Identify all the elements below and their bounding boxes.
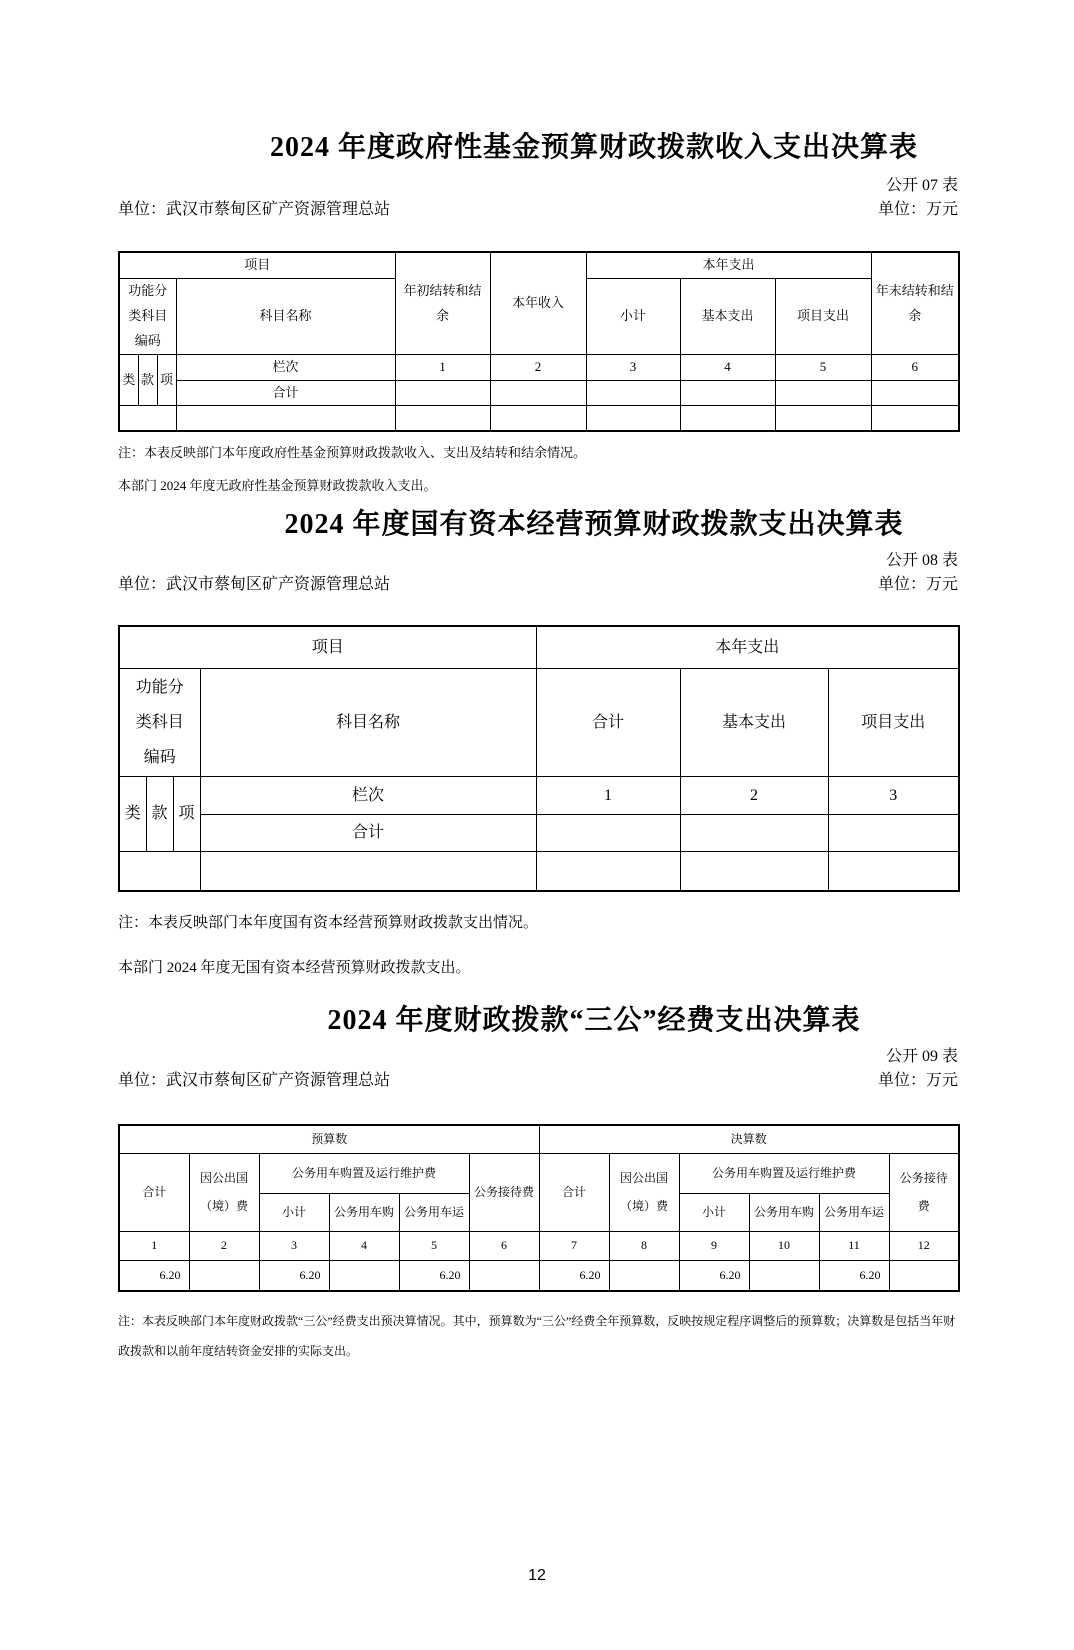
table08-note-1: 注：本表反映部门本年度国有资本经营预算财政拨款支出情况。 — [118, 915, 539, 932]
th-vehicle-budget: 公务用车购置及运行维护费 — [259, 1154, 469, 1194]
table08-note-2: 本部门 2024 年度无国有资本经营预算财政拨款支出。 — [118, 959, 471, 976]
th-reception-final: 公务接待费 — [889, 1154, 959, 1232]
th-item: 项 — [173, 776, 200, 851]
th-abroad-budget: 因公出国（境）费 — [189, 1154, 259, 1232]
col-num: 1 — [119, 1232, 189, 1261]
unit-currency-09: 单位：万元 — [877, 1071, 958, 1089]
col-num: 2 — [680, 776, 828, 814]
empty-cell — [680, 380, 775, 406]
empty-cell — [490, 406, 586, 431]
unit-org-09: 单位：武汉市蔡甸区矿产资源管理总站 — [118, 1071, 391, 1089]
col-num: 12 — [889, 1232, 959, 1261]
page-title-08: 2024 年度国有资本经营预算财政拨款支出决算表 — [284, 509, 904, 541]
th-year-expense: 本年支出 — [586, 252, 871, 278]
empty-cell — [828, 814, 959, 851]
table07-note-2: 本部门 2024 年度无政府性基金预算财政拨款收入支出。 — [118, 477, 437, 493]
col-num: 2 — [490, 354, 586, 380]
gov-fund-budget-table — [118, 251, 960, 432]
value-cell — [749, 1260, 819, 1291]
th-vehicle-operate-final: 公务用车运 — [819, 1194, 889, 1232]
col-num: 2 — [189, 1232, 259, 1261]
th-project: 项目 — [119, 626, 536, 668]
state-capital-budget-table — [118, 625, 960, 892]
th-total-budget: 合计 — [119, 1154, 189, 1232]
page-title-09: 2024 年度财政拨款“三公”经费支出决算表 — [327, 1005, 861, 1037]
value-cell: 6.20 — [679, 1260, 749, 1291]
empty-cell — [680, 814, 828, 851]
col-num: 9 — [679, 1232, 749, 1261]
col-num: 3 — [586, 354, 680, 380]
empty-cell — [536, 851, 680, 891]
th-subject-name: 科目名称 — [200, 668, 536, 776]
th-class: 类 — [119, 354, 138, 405]
empty-cell — [119, 406, 176, 431]
section-state-capital-budget — [118, 507, 958, 979]
th-project-expense: 项目支出 — [775, 278, 871, 354]
th-reception-budget: 公务接待费 — [469, 1154, 539, 1232]
col-num: 5 — [775, 354, 871, 380]
empty-cell — [586, 380, 680, 406]
col-num: 4 — [329, 1232, 399, 1261]
th-section: 款 — [138, 354, 157, 405]
section-gov-fund-budget — [118, 130, 958, 495]
th-begin-balance: 年初结转和结余 — [395, 252, 490, 354]
value-cell: 6.20 — [539, 1260, 609, 1291]
th-vehicle-final: 公务用车购置及运行维护费 — [679, 1154, 889, 1194]
th-budget-figures: 预算数 — [119, 1125, 539, 1154]
col-num: 8 — [609, 1232, 679, 1261]
empty-cell — [586, 406, 680, 431]
th-section: 款 — [146, 776, 173, 851]
value-cell: 6.20 — [819, 1260, 889, 1291]
th-abroad-final: 因公出国（境）费 — [609, 1154, 679, 1232]
col-num: 3 — [828, 776, 959, 814]
empty-cell — [176, 406, 395, 431]
col-num: 11 — [819, 1232, 889, 1261]
th-basic-expense: 基本支出 — [680, 668, 828, 776]
page-title-07: 2024 年度政府性基金预算财政拨款收入支出决算表 — [269, 132, 918, 163]
value-cell — [889, 1260, 959, 1291]
unit-org-07: 单位：武汉市蔡甸区矿产资源管理总站 — [118, 200, 391, 218]
empty-cell — [775, 380, 871, 406]
col-num: 1 — [395, 354, 490, 380]
th-total: 合计 — [536, 668, 680, 776]
section-three-public-expenses — [118, 1003, 958, 1366]
unit-currency-07: 单位：万元 — [877, 200, 958, 218]
value-cell — [609, 1260, 679, 1291]
table09-note: 注：本表反映部门本年度财政拨款“三公”经费支出预决算情况。其中，预算数为“三公”经费全年预算数，反映按规定程序调整后的预算数；决算数是包括当年财政拨款和以前年度结转资金安排的实际支出。 — [118, 1314, 956, 1359]
col-num: 1 — [536, 776, 680, 814]
table07-note-1: 注：本表反映部门本年度政府性基金预算财政拨款收入、支出及结转和结余情况。 — [118, 444, 587, 460]
value-cell — [189, 1260, 259, 1291]
th-vehicle-subtotal-final: 小计 — [679, 1194, 749, 1232]
col-num: 4 — [680, 354, 775, 380]
th-end-balance: 年末结转和结余 — [871, 252, 959, 354]
th-project-expense: 项目支出 — [828, 668, 959, 776]
value-cell — [469, 1260, 539, 1291]
empty-cell — [680, 406, 775, 431]
th-year-expense: 本年支出 — [536, 626, 959, 668]
th-vehicle-purchase-budget: 公务用车购 — [329, 1194, 399, 1232]
empty-cell — [119, 851, 200, 891]
th-subject-name: 科目名称 — [176, 278, 395, 354]
row-total-label: 合计 — [200, 814, 536, 851]
col-num: 5 — [399, 1232, 469, 1261]
th-vehicle-purchase-final: 公务用车购 — [749, 1194, 819, 1232]
empty-cell — [395, 380, 490, 406]
th-basic-expense: 基本支出 — [680, 278, 775, 354]
th-final-figures: 决算数 — [539, 1125, 959, 1154]
value-cell: 6.20 — [399, 1260, 469, 1291]
empty-cell — [871, 380, 959, 406]
th-year-income: 本年收入 — [490, 252, 586, 354]
col-num: 10 — [749, 1232, 819, 1261]
value-cell — [329, 1260, 399, 1291]
empty-cell — [775, 406, 871, 431]
empty-cell — [828, 851, 959, 891]
value-cell: 6.20 — [259, 1260, 329, 1291]
value-cell: 6.20 — [119, 1260, 189, 1291]
empty-cell — [490, 380, 586, 406]
col-num: 6 — [871, 354, 959, 380]
th-vehicle-subtotal-budget: 小计 — [259, 1194, 329, 1232]
col-num: 6 — [469, 1232, 539, 1261]
document-page — [118, 130, 958, 1366]
empty-cell — [395, 406, 490, 431]
unit-org-08: 单位：武汉市蔡甸区矿产资源管理总站 — [118, 575, 391, 593]
th-func-code: 功能分类科目编码 — [119, 278, 176, 354]
row-total-label: 合计 — [176, 380, 395, 406]
th-column-label: 栏次 — [200, 776, 536, 814]
th-item: 项 — [157, 354, 176, 405]
th-class: 类 — [119, 776, 146, 851]
th-func-code: 功能分类科目编码 — [119, 668, 200, 776]
table-number-09: 公开 09 表 — [885, 1048, 958, 1066]
th-total-final: 合计 — [539, 1154, 609, 1232]
empty-cell — [680, 851, 828, 891]
empty-cell — [871, 406, 959, 431]
unit-currency-08: 单位：万元 — [877, 575, 958, 593]
table-number-08: 公开 08 表 — [885, 552, 958, 570]
page-number: 12 — [528, 1567, 546, 1584]
table-number-07: 公开 07 表 — [885, 177, 958, 194]
th-column-label: 栏次 — [176, 354, 395, 380]
th-subtotal: 小计 — [586, 278, 680, 354]
th-vehicle-operate-budget: 公务用车运 — [399, 1194, 469, 1232]
th-project: 项目 — [119, 252, 395, 278]
empty-cell — [536, 814, 680, 851]
col-num: 7 — [539, 1232, 609, 1261]
three-public-expenses-table — [118, 1124, 960, 1293]
empty-cell — [200, 851, 536, 891]
col-num: 3 — [259, 1232, 329, 1261]
